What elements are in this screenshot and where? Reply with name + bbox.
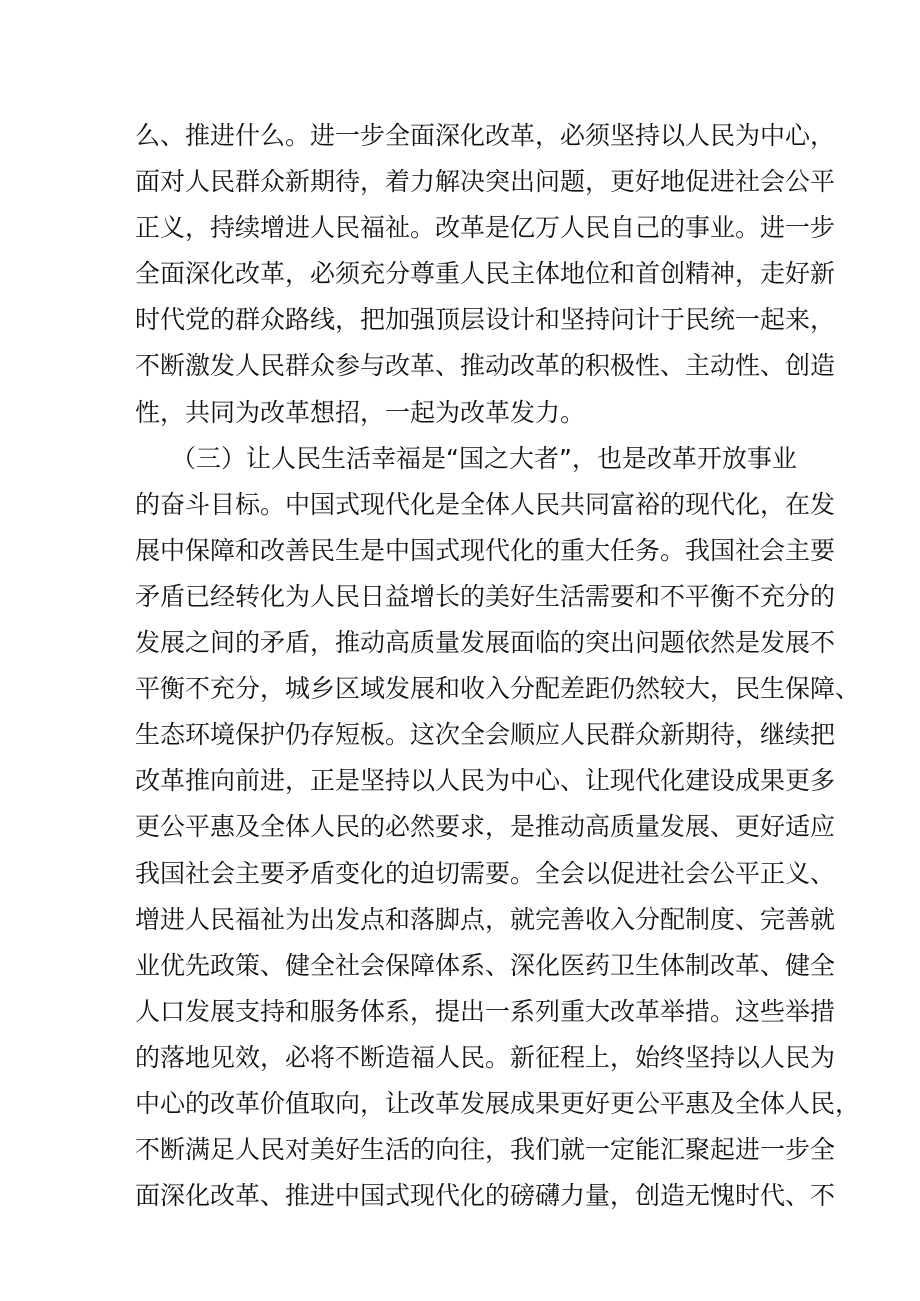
text-line: 时代党的群众路线，把加强顶层设计和坚持问计于民统一起来， xyxy=(135,305,836,335)
text-line: 改革推向前进，正是坚持以人民为中心、让现代化建设成果更多 xyxy=(135,766,836,796)
text-line: 面对人民群众新期待，着力解决突出问题，更好地促进社会公平 xyxy=(135,167,836,197)
text-line: 不断激发人民群众参与改革、推动改革的积极性、主动性、创造 xyxy=(135,351,836,381)
text-line: 生态环境保护仍存短板。这次全会顺应人民群众新期待，继续把 xyxy=(135,720,836,750)
section-heading-line: （三）让人民生活幸福是“国之大者”，也是改革开放事业 xyxy=(171,443,797,473)
text-line: 不断满足人民对美好生活的向往，我们就一定能汇聚起进一步全 xyxy=(135,1135,836,1165)
text-line: 性，共同为改革想招，一起为改革发力。 xyxy=(135,397,586,427)
text-line: 我国社会主要矛盾变化的迫切需要。全会以促进社会公平正义、 xyxy=(135,858,836,888)
text-line: 的落地见效，必将不断造福人民。新征程上，始终坚持以人民为 xyxy=(135,1042,836,1072)
document-body xyxy=(135,113,861,1219)
text-line: 展中保障和改善民生是中国式现代化的重大任务。我国社会主要 xyxy=(135,535,836,565)
text-line: 业优先政策、健全社会保障体系、深化医药卫生体制改革、健全 xyxy=(135,950,836,980)
text-line: 增进人民福祉为出发点和落脚点，就完善收入分配制度、完善就 xyxy=(135,904,836,934)
text-line: 更公平惠及全体人民的必然要求，是推动高质量发展、更好适应 xyxy=(135,812,836,842)
text-line: 面深化改革、推进中国式现代化的磅礴力量，创造无愧时代、不 xyxy=(135,1181,836,1211)
text-line: 全面深化改革，必须充分尊重人民主体地位和首创精神，走好新 xyxy=(135,259,836,289)
text-line: 么、推进什么。进一步全面深化改革，必须坚持以人民为中心， xyxy=(135,121,836,150)
text-line: 人口发展支持和服务体系，提出一系列重大改革举措。这些举措 xyxy=(135,996,836,1026)
text-line: 中心的改革价值取向，让改革发展成果更好更公平惠及全体人民， xyxy=(135,1088,861,1118)
text-line: 的奋斗目标。中国式现代化是全体人民共同富裕的现代化，在发 xyxy=(135,489,836,519)
text-line: 矛盾已经转化为人民日益增长的美好生活需要和不平衡不充分的 xyxy=(135,581,836,611)
text-line: 发展之间的矛盾，推动高质量发展面临的突出问题依然是发展不 xyxy=(135,628,836,658)
text-line: 平衡不充分，城乡区域发展和收入分配差距仍然较大，民生保障、 xyxy=(135,674,861,704)
text-line: 正义，持续增进人民福祉。改革是亿万人民自己的事业。进一步 xyxy=(135,213,836,243)
